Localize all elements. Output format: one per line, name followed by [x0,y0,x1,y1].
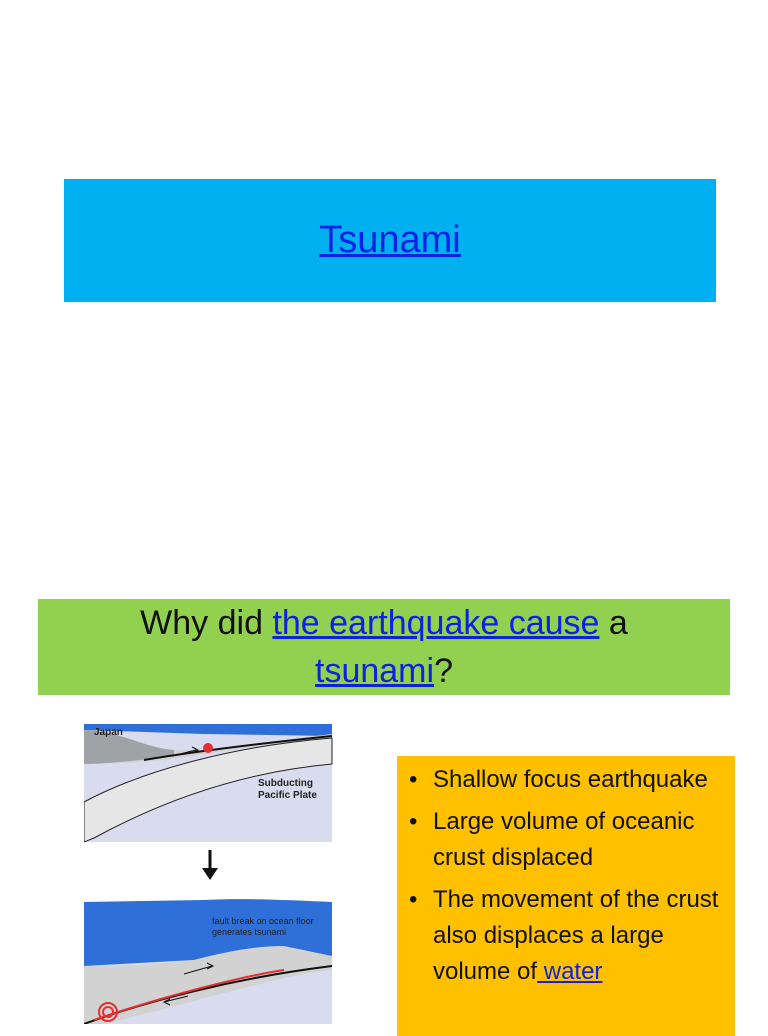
heading-prefix: Why did [140,604,273,642]
water-link[interactable]: water [537,958,603,985]
earthquake-cause-link[interactable]: the earthquake cause [272,604,600,642]
tsunami-heading-link[interactable]: tsunami [315,652,435,690]
fault-break-label-2: generates tsunami [212,927,287,937]
japan-label: Japan [94,727,123,738]
fault-break-label-1: fault break on ocean floor [212,916,314,926]
subduction-diagram [84,720,344,1024]
bullet-dot-icon: • [409,766,418,793]
bullet-dot-icon: • [409,808,418,835]
slide2-heading-box [38,599,730,695]
bullet-item-crust-displaced [405,804,727,876]
bullet-text: Large volume of oceanic crust displaced [433,808,695,871]
tsunami-title-link[interactable]: Tsunami [319,219,461,261]
bullet-dot-icon: • [409,886,418,913]
bullet-text: The movement of the crust also displaces a large volume of [433,886,719,985]
bullet-item-water-displaced [405,882,727,990]
heading-suffix: ? [434,652,453,690]
heading-line-2 [315,647,453,695]
bullet-text: Shallow focus earthquake [433,766,708,793]
heading-line-1 [140,599,628,647]
subducting-plate-label-1: Subducting [258,778,313,789]
bullet-list [405,762,727,990]
slide1-title-box [64,179,716,302]
subducting-plate-label-2: Pacific Plate [258,790,317,801]
bullet-box [397,756,735,1036]
heading-middle: a [599,604,628,642]
bullet-item-shallow-focus [405,762,727,798]
subduction-diagram-graphic [84,720,344,1024]
